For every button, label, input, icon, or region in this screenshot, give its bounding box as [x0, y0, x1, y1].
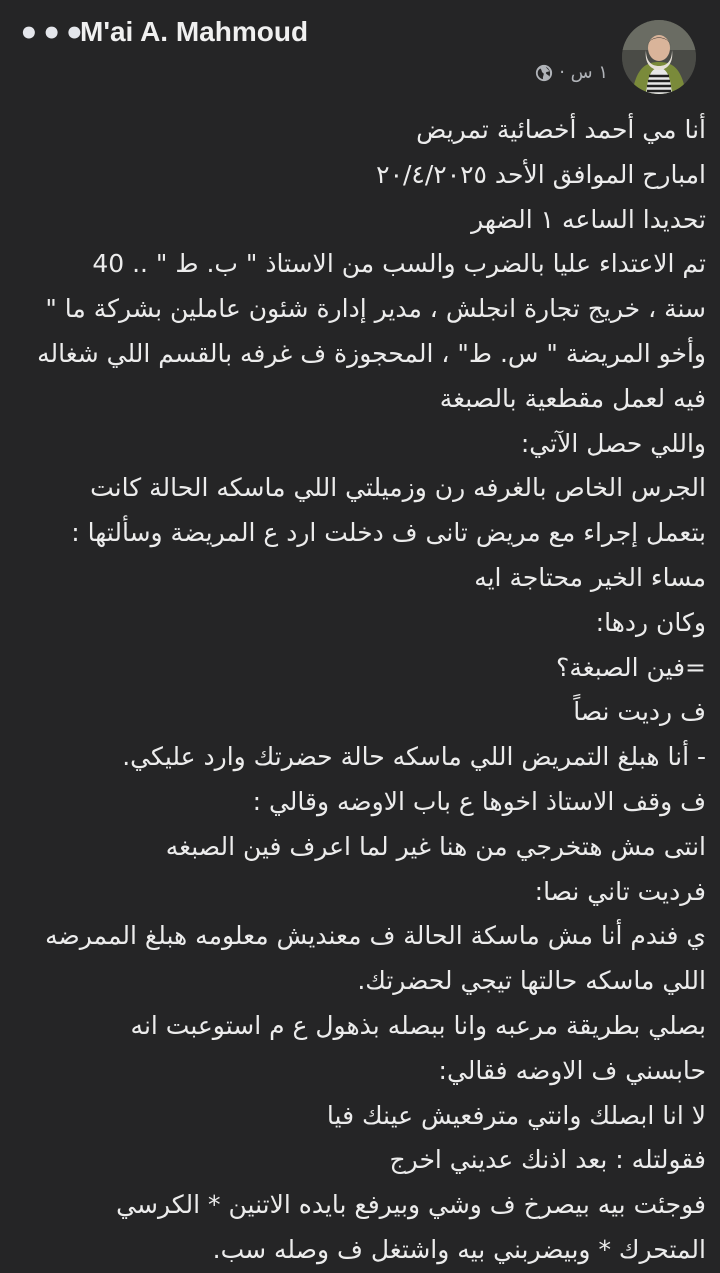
post-line: - أنا هبلغ التمريض اللي ماسكه حالة حضرتك وارد عليكي.	[122, 742, 706, 772]
post-line: المتحرك * وبيضربني بيه واشتغل ف وصله سب.	[212, 1234, 706, 1264]
post-line: ف رديت نصاً	[573, 697, 706, 727]
post-line: فيه لعمل مقطعية بالصبغة	[439, 383, 706, 413]
post-line: الجرس الخاص بالغرفه رن وزميلتي اللي ماسكه الحالة كانت	[90, 473, 706, 503]
post-line: وأخو المريضة " س. ط" ، المحجوزة ف غرفه بالقسم اللي شغاله	[37, 338, 706, 368]
post-line: حابسني ف الاوضه فقالي:	[438, 1055, 706, 1085]
post-line: سنة ، خريج تجارة انجلش ، مدير إدارة شئون عاملين بشركة ما "	[45, 294, 706, 324]
author-avatar[interactable]	[622, 20, 696, 94]
post-line: بصلي بطريقة مرعبه وانا ببصله بذهول ع م استوعبت انه	[130, 1010, 706, 1040]
post-line: اللي ماسكه حالتها تيجي لحضرتك.	[357, 966, 706, 996]
post-line: وكان ردها:	[595, 607, 706, 637]
post-header	[0, 0, 720, 100]
post-line: ي فندم أنا مش ماسكة الحالة ف معنديش معلومه هبلغ الممرضه	[45, 921, 706, 951]
post-line: فقولتله : بعد اذنك عديني اخرج	[389, 1145, 706, 1175]
post-line: ف وقف الاستاذ اخوها ع باب الاوضه وقالي :	[252, 786, 706, 816]
post-line: فرديت تاني نصا:	[534, 876, 706, 906]
post-line: امبارح الموافق الأحد ٢٠/٤/٢٠٢٥	[376, 159, 706, 189]
post-line: بتعمل إجراء مع مريض تانى ف دخلت ارد ع المريضة وسألتها :	[71, 518, 706, 548]
post-line: فوجئت بيه بيصرخ ف وشي وبيرفع بايده الاتنين * الكرسي	[116, 1190, 706, 1220]
more-options-button[interactable]: •••	[18, 14, 87, 54]
post-line: انتى مش هتخرجي من هنا غير لما اعرف فين الصبغه	[165, 831, 706, 861]
post-line: =فين الصبغة؟	[556, 652, 706, 682]
globe-icon	[535, 64, 553, 82]
post-line: تم الاعتداء عليا بالضرب والسب من الاستاذ " ب. ط " .. 40	[92, 249, 706, 279]
author-name[interactable]: M'ai A. Mahmoud	[80, 16, 309, 47]
post-line: واللي حصل الآتي:	[520, 428, 706, 458]
post-line: أنا مي أحمد أخصائية تمريض	[416, 115, 706, 144]
post-text	[14, 108, 706, 1273]
post-line: مساء الخير محتاجة ايه	[474, 562, 706, 592]
post-line: تحديدا الساعه ١ الضهر	[471, 204, 706, 234]
post-time[interactable]: ١ س ·	[559, 62, 608, 83]
post-meta	[535, 62, 608, 83]
post-line: لا انا ابصلك وانتي مترفعيش عينك فيا	[326, 1100, 706, 1130]
